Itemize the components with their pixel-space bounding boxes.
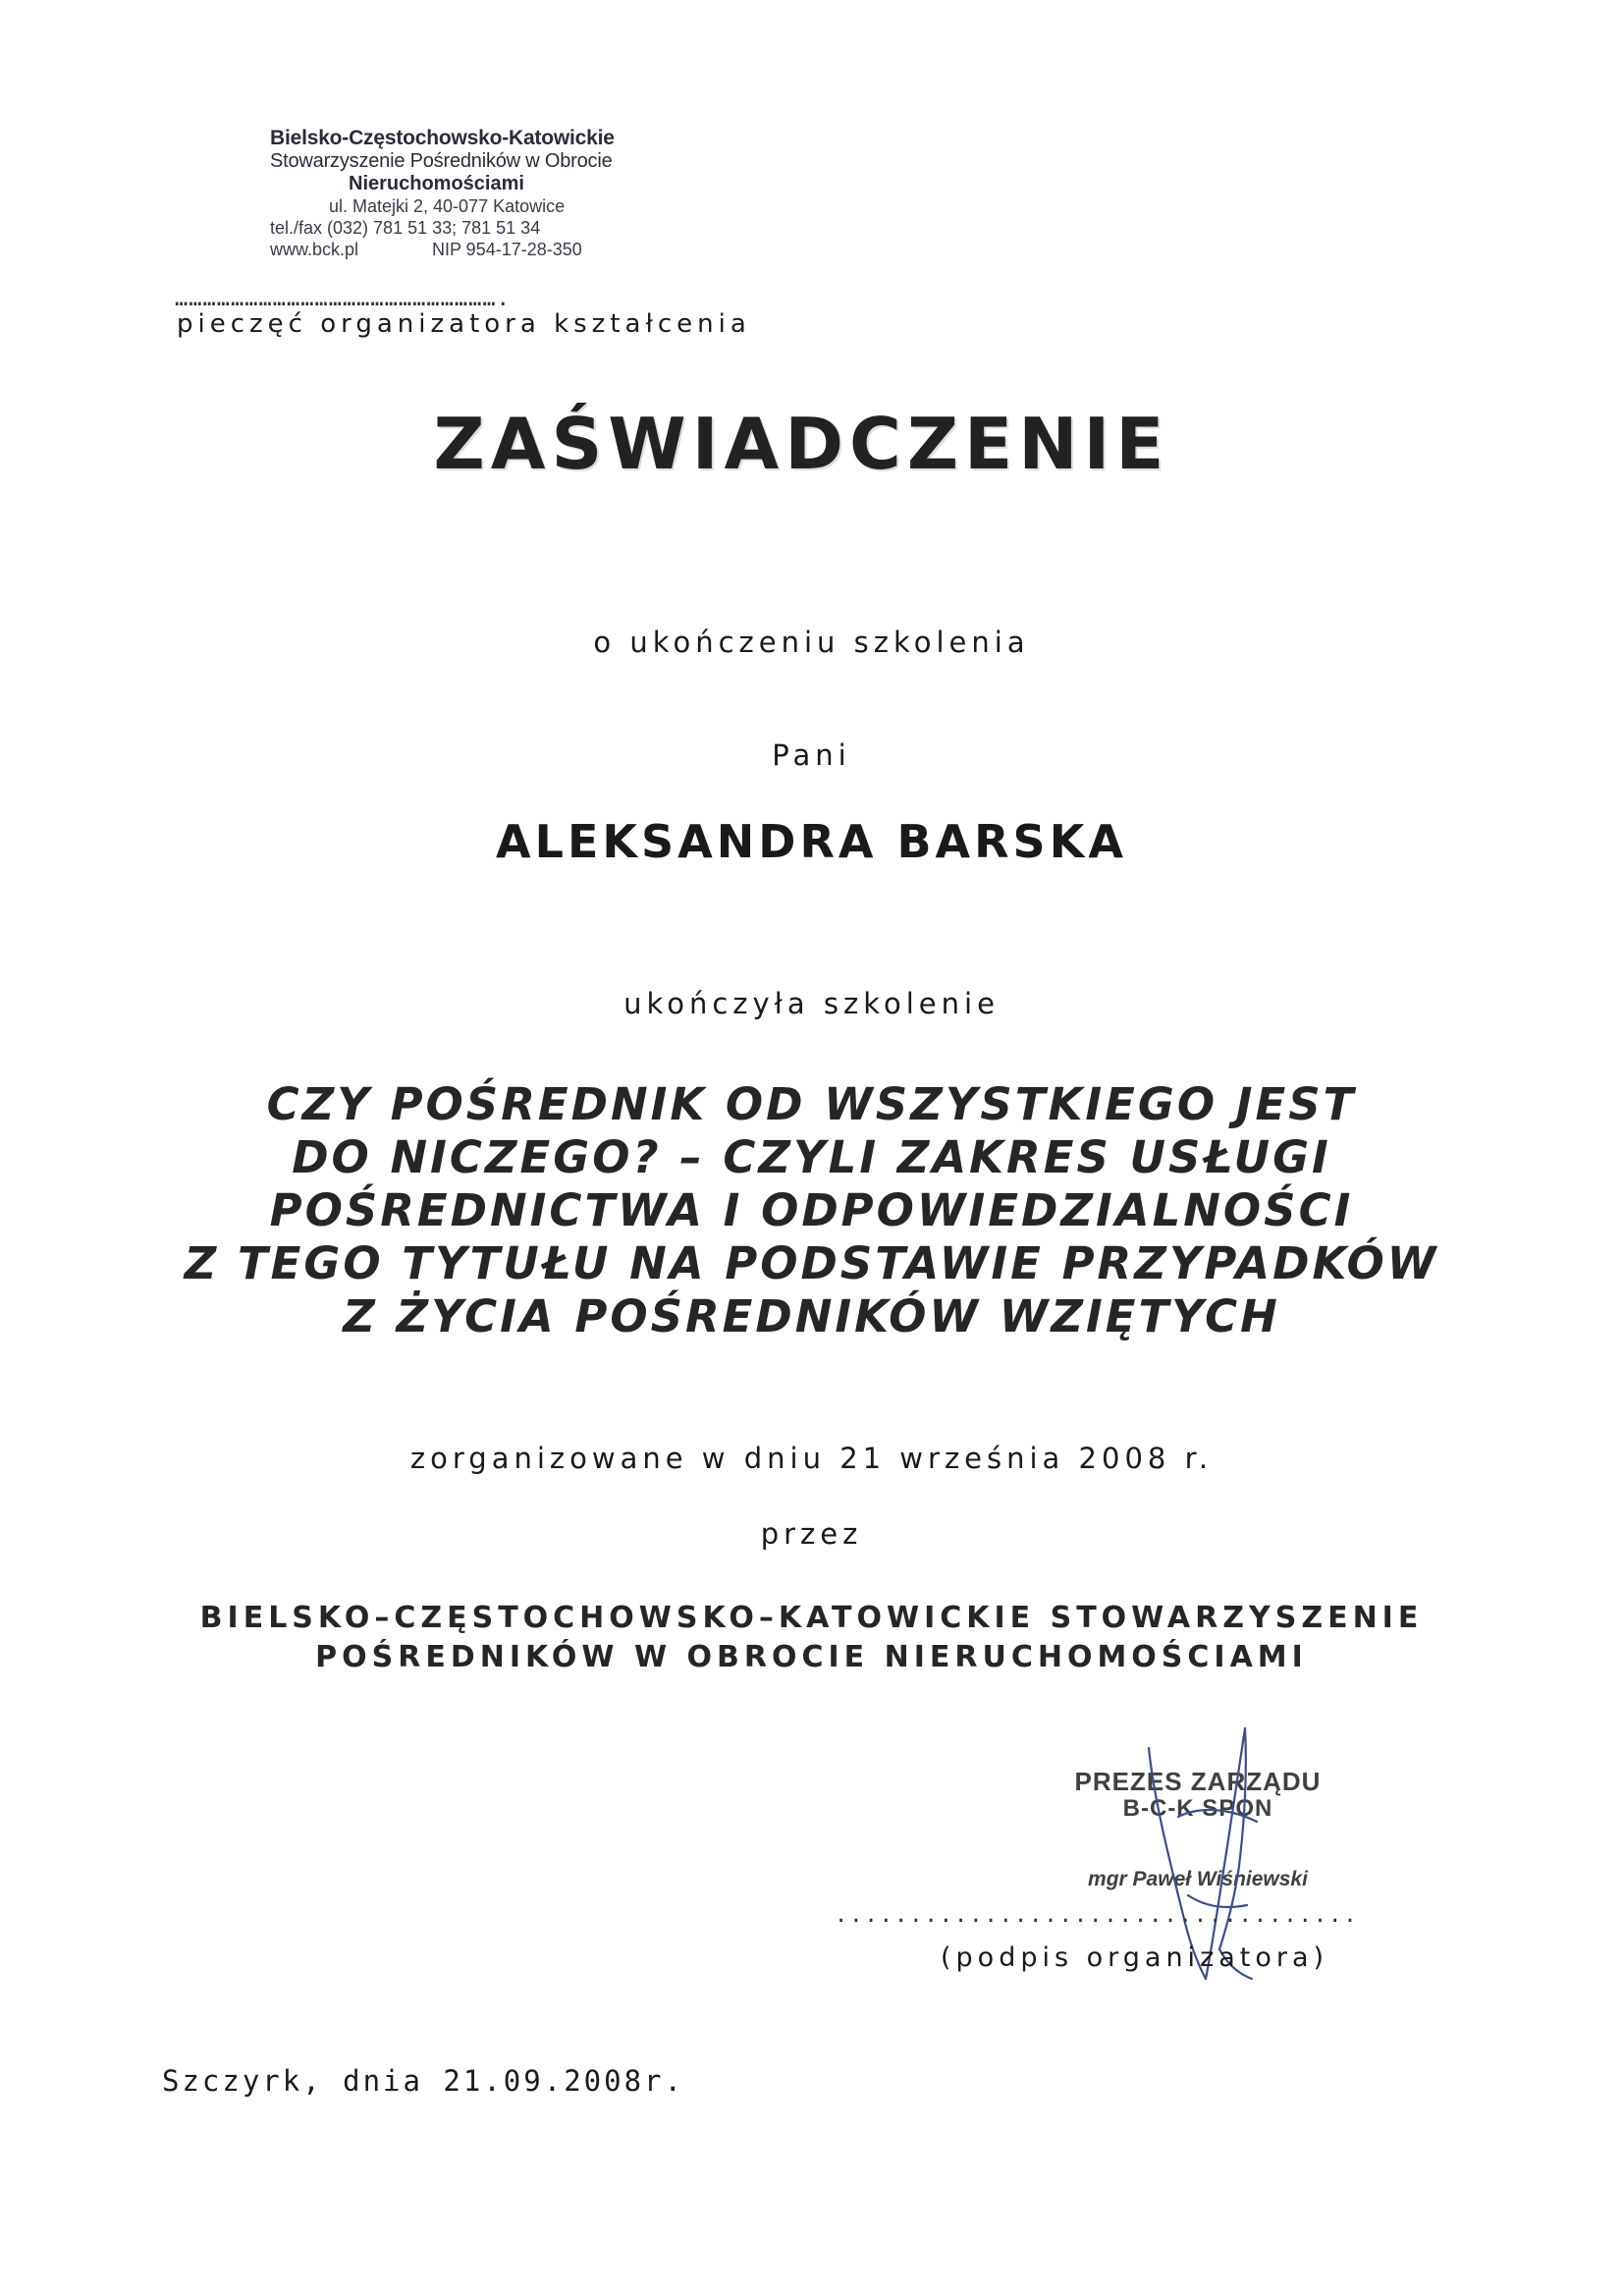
course-title-line: CZY POŚREDNIK OD WSZYSTKIEGO JEST [266,1078,1357,1130]
place-date: Szczyrk, dnia 21.09.2008r. [162,2064,684,2098]
signature-label: (podpis organizatora) [941,1942,1329,1973]
stamp-phone: tel./fax (032) 781 51 33; 781 51 34 [270,218,541,238]
course-title-line: Z TEGO TYTUŁU NA PODSTAWIE PRZYPADKÓW [184,1237,1439,1289]
stamp-nip: NIP 954-17-28-350 [432,240,582,259]
completed-text: ukończyła szkolenie [623,987,1000,1020]
course-title-line: DO NICZEGO? – CZYLI ZAKRES USŁUGI [292,1131,1331,1183]
document-title: ZAŚWIADCZENIE [433,403,1170,485]
course-title [118,1078,1505,1343]
stamp-address: ul. Matejki 2, 40-077 Katowice [329,196,566,216]
course-title-line: POŚREDNICTWA I ODPOWIEDZIALNOŚCI [269,1184,1354,1236]
organizer-name [0,1599,1623,1677]
organizer-stamp [270,126,663,260]
by-text: przez [760,1517,863,1551]
stamp-web-row [270,239,663,260]
stamp-line-2: Stowarzyszenie Pośredników w Obrocie [270,150,613,172]
organized-date-text: zorganizowane w dniu 21 września 2008 r. [409,1442,1214,1475]
stamp-dotted-line: ……………………………………………………………. [175,287,511,311]
signature-dotted-line: ................................... [835,1903,1359,1928]
seal-line-1: PREZES ZARZĄDU [1074,1767,1322,1796]
organizer-name-line: BIELSKO–CZĘSTOCHOWSKO–KATOWICKIE STOWARZYSZENIE [199,1601,1424,1635]
stamp-website: www.bck.pl [270,240,359,259]
organizer-name-line: POŚREDNIKÓW W OBROCIE NIERUCHOMOŚCIAMI [315,1640,1308,1674]
stamp-line-3: Nieruchomościami [349,173,524,194]
recipient-name: ALEKSANDRA BARSKA [496,815,1127,868]
seal-line-2: B-C-K SPON [1122,1795,1273,1822]
course-title-line: Z ŻYCIA POŚREDNIKÓW WZIĘTYCH [343,1290,1280,1342]
stamp-label: pieczęć organizatora kształcenia [177,309,751,339]
salutation: Pani [772,738,851,772]
document-subtitle: o ukończeniu szkolenia [593,626,1030,659]
seal-name: mgr Paweł Wiśniewski [1088,1868,1308,1890]
stamp-line-1: Bielsko-Częstochowsko-Katowickie [270,127,615,149]
